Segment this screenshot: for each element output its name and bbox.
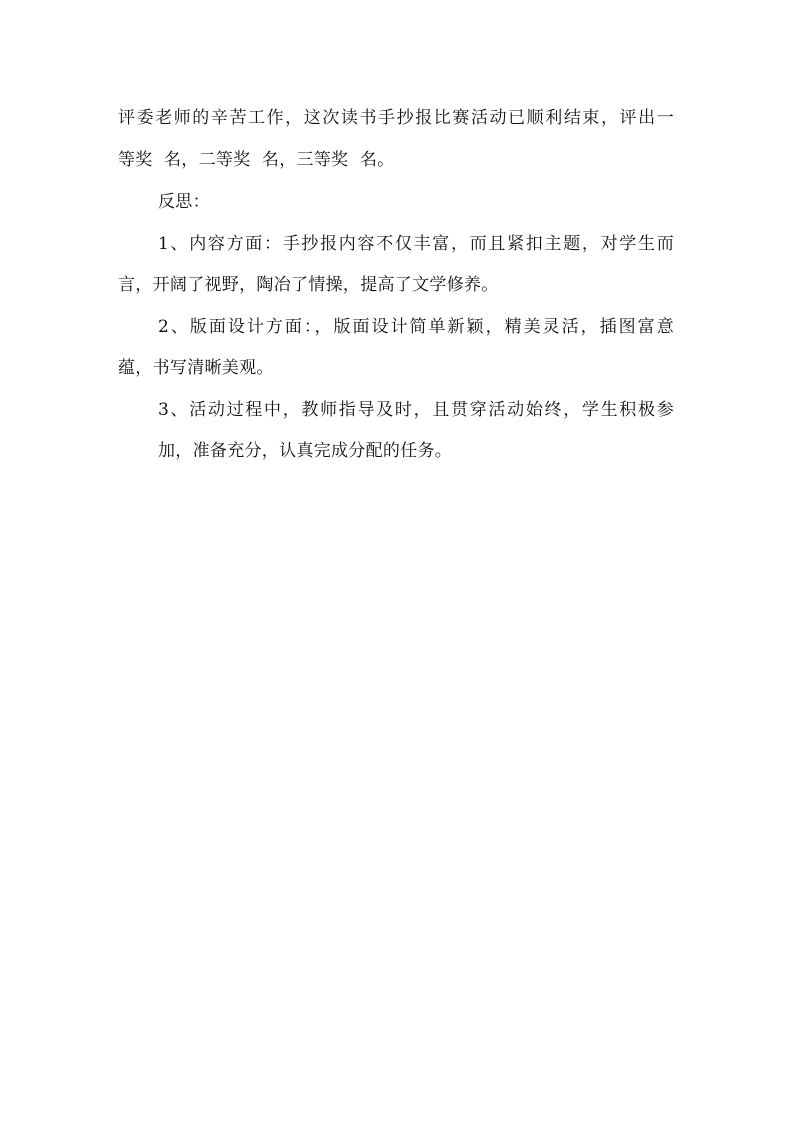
item1-line-2: 言，开阔了视野，陶冶了情操，提高了文学修养。 [118, 275, 499, 295]
item3-line-1: 3、活动过程中，教师指导及时，且贯穿活动始终，学生积极参 [158, 400, 674, 420]
intro-line-1: 评委老师的辛苦工作，这次读书手抄报比赛活动已顺利结束，评出一 [118, 108, 674, 128]
item2-line-2: 蕴，书写清晰美观。 [118, 358, 274, 378]
item2-line-1: 2、版面设计方面：，版面设计简单新颖，精美灵活，插图富意 [158, 317, 674, 337]
intro-line-2: 等奖 名，二等奖 名，三等奖 名。 [118, 150, 395, 170]
item1-line-1: 1、内容方面：手抄报内容不仅丰富，而且紧扣主题，对学生而 [158, 234, 674, 254]
reflection-heading: 反思： [158, 192, 210, 212]
item3-line-2: 加，准备充分，认真完成分配的任务。 [158, 441, 453, 461]
